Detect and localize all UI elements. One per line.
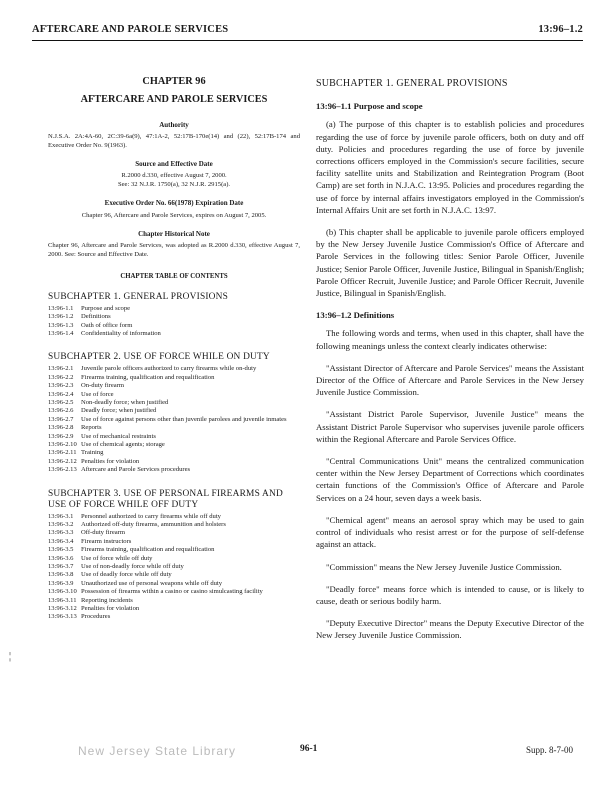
toc-entry-number: 13:96-2.3 xyxy=(48,382,74,390)
supplement-date: Supp. 8-7-00 xyxy=(526,745,573,755)
toc-entry-title: Personnel authorized to carry firearms while off duty xyxy=(81,512,221,520)
toc-entry-number: 13:96-2.9 xyxy=(48,432,74,440)
toc-entry-title: Purpose and scope xyxy=(81,304,131,312)
toc-entry-number: 13:96-3.12 xyxy=(48,605,77,613)
toc-entry-title: Juvenile parole officers authorized to carry firearms while on-duty xyxy=(81,365,257,373)
authority-text: N.J.S.A. 2A:4A-60, 2C:39-6a(9), 47:1A-2, 52:17B-170e(14) and (22), 52:17B-174 and Executive Order No. 9(1963). xyxy=(48,133,300,149)
exec-order-heading: Executive Order No. 66(1978) Expiration Date xyxy=(104,199,244,208)
definition: "Commission" means the New Jersey Juvenile Justice Commission. xyxy=(326,561,562,572)
toc-entry-number: 13:96-1.4 xyxy=(48,329,74,337)
toc-entry xyxy=(48,399,300,407)
definition: "Assistant Director of Aftercare and Parole Services" means the Assistant Director of the Office of Aftercare and Parole Services in the New Jersey Juvenile Justice Commission. xyxy=(316,362,584,398)
margin-mark: ¦ xyxy=(9,651,12,662)
toc-entry-number: 13:96-3.6 xyxy=(48,554,74,562)
toc-entry-title: Oath of office form xyxy=(81,321,133,329)
toc-entry-title: Reports xyxy=(81,424,102,432)
historical-note-heading: Chapter Historical Note xyxy=(138,230,210,239)
toc-entry-number: 13:96-3.13 xyxy=(48,613,77,621)
paragraph: (a) The purpose of this chapter is to establish policies and procedures regarding the use of force by juvenile parole officers, both on duty and off duty. Policies and procedures regarding the use of force by juvenile corrections officers employed in the Commission's secure facilities, secure facility satellite units and Stabilization and Reintegration Program (Boot Camp) are set forth in N.J.A.C. 13:95. Policies and procedures regarding the use of force by internal affairs investigators employed in the Commission's Internal Affairs Unit are set forth in N.J.A.C. 13:97. xyxy=(316,119,584,215)
toc-entry-title: Use of mechanical restraints xyxy=(81,432,156,440)
toc-entry-title: Training xyxy=(81,449,104,457)
toc-entry-title: Reporting incidents xyxy=(81,596,133,604)
chapter-number: CHAPTER 96 xyxy=(142,76,206,87)
header-title: AFTERCARE AND PAROLE SERVICES xyxy=(32,24,229,35)
toc-entry xyxy=(48,365,300,373)
library-watermark: New Jersey State Library xyxy=(78,744,237,758)
toc-entry-number: 13:96-2.1 xyxy=(48,365,74,373)
toc-entry-number: 13:96-1.1 xyxy=(48,304,74,312)
toc-entry xyxy=(48,613,300,621)
paragraph: The following words and terms, when used in this chapter, shall have the following meanings unless the context clearly indicates otherwise: xyxy=(316,328,584,351)
toc-entry xyxy=(48,424,300,432)
toc-entry-number: 13:96-1.2 xyxy=(48,313,74,321)
definition: "Deadly force" means force which is intended to cause, or is likely to cause, death or serious bodily harm. xyxy=(316,583,584,606)
page-number: 96-1 xyxy=(300,744,318,754)
toc-entry xyxy=(48,580,300,588)
toc-entry-number: 13:96-2.13 xyxy=(48,466,77,474)
toc-entry-number: 13:96-2.6 xyxy=(48,407,74,415)
toc-list xyxy=(48,513,300,622)
header-section-number: 13:96–1.2 xyxy=(538,24,583,35)
toc-entry-title: Firearm instructors xyxy=(81,537,132,545)
toc-entry-title: Non-deadly force; when justified xyxy=(81,398,169,406)
toc-entry xyxy=(48,529,300,537)
toc-entry-number: 13:96-2.8 xyxy=(48,424,74,432)
toc-entry xyxy=(48,521,300,529)
toc-entry-title: Possession of firearms within a casino or casino simulcasting facility xyxy=(81,588,263,596)
toc-entry xyxy=(48,513,300,521)
toc-entry xyxy=(48,555,300,563)
toc-entry-title: Off-duty firearm xyxy=(81,529,126,537)
header-rule xyxy=(32,40,583,41)
toc-entry-number: 13:96-3.3 xyxy=(48,529,74,537)
toc-entry-title: Penalties for violation xyxy=(81,457,140,465)
toc-entry xyxy=(48,588,300,596)
toc-list xyxy=(48,365,300,474)
toc-entry-number: 13:96-3.8 xyxy=(48,571,74,579)
authority-heading: Authority xyxy=(159,120,189,129)
toc-entry-title: Definitions xyxy=(81,313,111,321)
definition: "Assistant District Parole Supervisor, Juvenile Justice" means the Assistant District Parole Supervisor who supervises juvenile parole officers within the Regional Aftercare and Parole Services Office. xyxy=(316,409,584,444)
source-line: See: 32 N.J.R. 1750(a), 32 N.J.R. 2915(a). xyxy=(117,180,231,188)
definition: "Central Communications Unit" means the centralized communication center within the New Jersey Department of Corrections which coordinates certain functions of the Commission's Office of Aftercare and Parole Services on a 24 hour, seven days a week basis. xyxy=(316,456,584,503)
toc-entry xyxy=(48,313,300,321)
toc-entry-number: 13:96-2.12 xyxy=(48,457,77,465)
definition: "Chemical agent" means an aerosol spray which may be used to gain control of individuals who resist arrest or for the purpose of self-defense against an attack. xyxy=(316,514,584,550)
toc-entry xyxy=(48,605,300,613)
toc-entry xyxy=(48,305,300,313)
toc-entry-number: 13:96-3.4 xyxy=(48,537,74,545)
right-column xyxy=(316,78,584,652)
toc-entry xyxy=(48,441,300,449)
toc-entry-number: 13:96-3.5 xyxy=(48,546,74,554)
toc-entry xyxy=(48,391,300,399)
toc-entry xyxy=(48,322,300,330)
running-header xyxy=(32,24,583,38)
left-column xyxy=(48,78,300,622)
toc-entry-number: 13:96-3.7 xyxy=(48,563,74,571)
toc-entry xyxy=(48,382,300,390)
toc-entry-title: Use of deadly force while off duty xyxy=(81,571,172,579)
toc-subchapter-heading: SUBCHAPTER 1. GENERAL PROVISIONS xyxy=(48,291,229,302)
toc-entry xyxy=(48,563,300,571)
toc-entry-title: Aftercare and Parole Services procedures xyxy=(81,466,191,474)
subchapter-heading: SUBCHAPTER 1. GENERAL PROVISIONS xyxy=(316,78,508,89)
source-heading: Source and Effective Date xyxy=(135,160,213,169)
toc-entry-title: Authorized off-duty firearms, ammunition and holsters xyxy=(81,521,226,528)
toc-entry-number: 13:96-3.2 xyxy=(48,521,74,528)
toc-subchapter-heading: SUBCHAPTER 2. USE OF FORCE WHILE ON DUTY xyxy=(48,352,270,363)
toc-entry-number: 13:96-3.11 xyxy=(48,596,77,604)
toc-entry-title: Use of non-deadly force while off duty xyxy=(81,563,184,571)
toc-entry-title: Use of force xyxy=(81,390,114,398)
toc-entry-title: Unauthorized use of personal weapons while off duty xyxy=(81,579,223,587)
toc-entry xyxy=(48,374,300,382)
toc-entry xyxy=(48,449,300,457)
toc-entry-title: Use of chemical agents; storage xyxy=(81,440,165,448)
toc-entry xyxy=(48,597,300,605)
toc-entry-number: 13:96-3.9 xyxy=(48,579,74,587)
toc-entry-title: Deadly force; when justified xyxy=(81,407,157,415)
toc-entry xyxy=(48,538,300,546)
chapter-title: AFTERCARE AND PAROLE SERVICES xyxy=(80,94,268,106)
toc-entry-title: Firearms training, qualification and requalification xyxy=(81,373,215,381)
toc-entry-title: On-duty firearm xyxy=(81,382,125,390)
toc-entry-number: 13:96-2.11 xyxy=(48,449,77,457)
toc-entry xyxy=(48,571,300,579)
toc-entry-number: 13:96-2.7 xyxy=(48,415,74,423)
toc-entry-number: 13:96-2.2 xyxy=(48,373,74,381)
source-text xyxy=(48,172,300,189)
source-line: R.2000 d.330, effective August 7, 2000. xyxy=(121,172,227,180)
toc-entry-title: Confidentiality of information xyxy=(81,329,161,337)
section-heading-definitions: 13:96–1.2 Definitions xyxy=(316,310,395,321)
toc-entry-number: 13:96-3.10 xyxy=(48,588,77,596)
toc-entry xyxy=(48,416,300,424)
toc-entry-title: Use of force against persons other than juvenile parolees and juvenile inmates xyxy=(81,415,287,423)
definition: "Deputy Executive Director" means the Deputy Executive Director of the New Jersey Juvenile Justice Commission. xyxy=(316,618,584,641)
toc-entry-title: Penalties for violation xyxy=(81,605,140,613)
section-heading-purpose: 13:96–1.1 Purpose and scope xyxy=(316,101,423,112)
toc-entry-number: 13:96-2.4 xyxy=(48,390,74,398)
toc-entry-title: Firearms training, qualification and requalification xyxy=(81,546,215,554)
toc-entry-number: 13:96-3.1 xyxy=(48,512,74,520)
historical-note-text: Chapter 96, Aftercare and Parole Services, was adopted as R.2000 d.330, effective August 7, 2000. See: Source and Effective Date. xyxy=(48,242,300,258)
toc-entry xyxy=(48,466,300,474)
toc-entry xyxy=(48,546,300,554)
toc-entry-number: 13:96-2.5 xyxy=(48,398,74,406)
toc-entry xyxy=(48,330,300,338)
toc-list xyxy=(48,305,300,339)
toc-entry xyxy=(48,433,300,441)
toc-entry-title: Use of force while off duty xyxy=(81,554,153,562)
toc-title: CHAPTER TABLE OF CONTENTS xyxy=(120,273,228,281)
toc-entry xyxy=(48,407,300,415)
toc-subchapter-heading: SUBCHAPTER 3. USE OF PERSONAL FIREARMS AND USE OF FORCE WHILE OFF DUTY xyxy=(48,488,283,510)
toc-entry-number: 13:96-1.3 xyxy=(48,321,74,329)
toc-entry-title: Procedures xyxy=(81,613,111,621)
paragraph: (b) This chapter shall be applicable to juvenile parole officers employed by the New Jersey Juvenile Justice Commission's Office of Aftercare and Parole Services in the following titles: Senior Parole Officer, Juvenile Justice; Senior Parole Officer, Juvenile Justice, Bilingual in Spanish/English; Parole Officer Recruit, Juvenile Justice; and Parole Officer Recruit, Juvenile Justice, Bilingual in Spanish/English. xyxy=(316,227,584,299)
toc-entry xyxy=(48,458,300,466)
exec-order-text: Chapter 96, Aftercare and Parole Services, expires on August 7, 2005. xyxy=(81,211,267,219)
toc-entry-number: 13:96-2.10 xyxy=(48,440,77,448)
